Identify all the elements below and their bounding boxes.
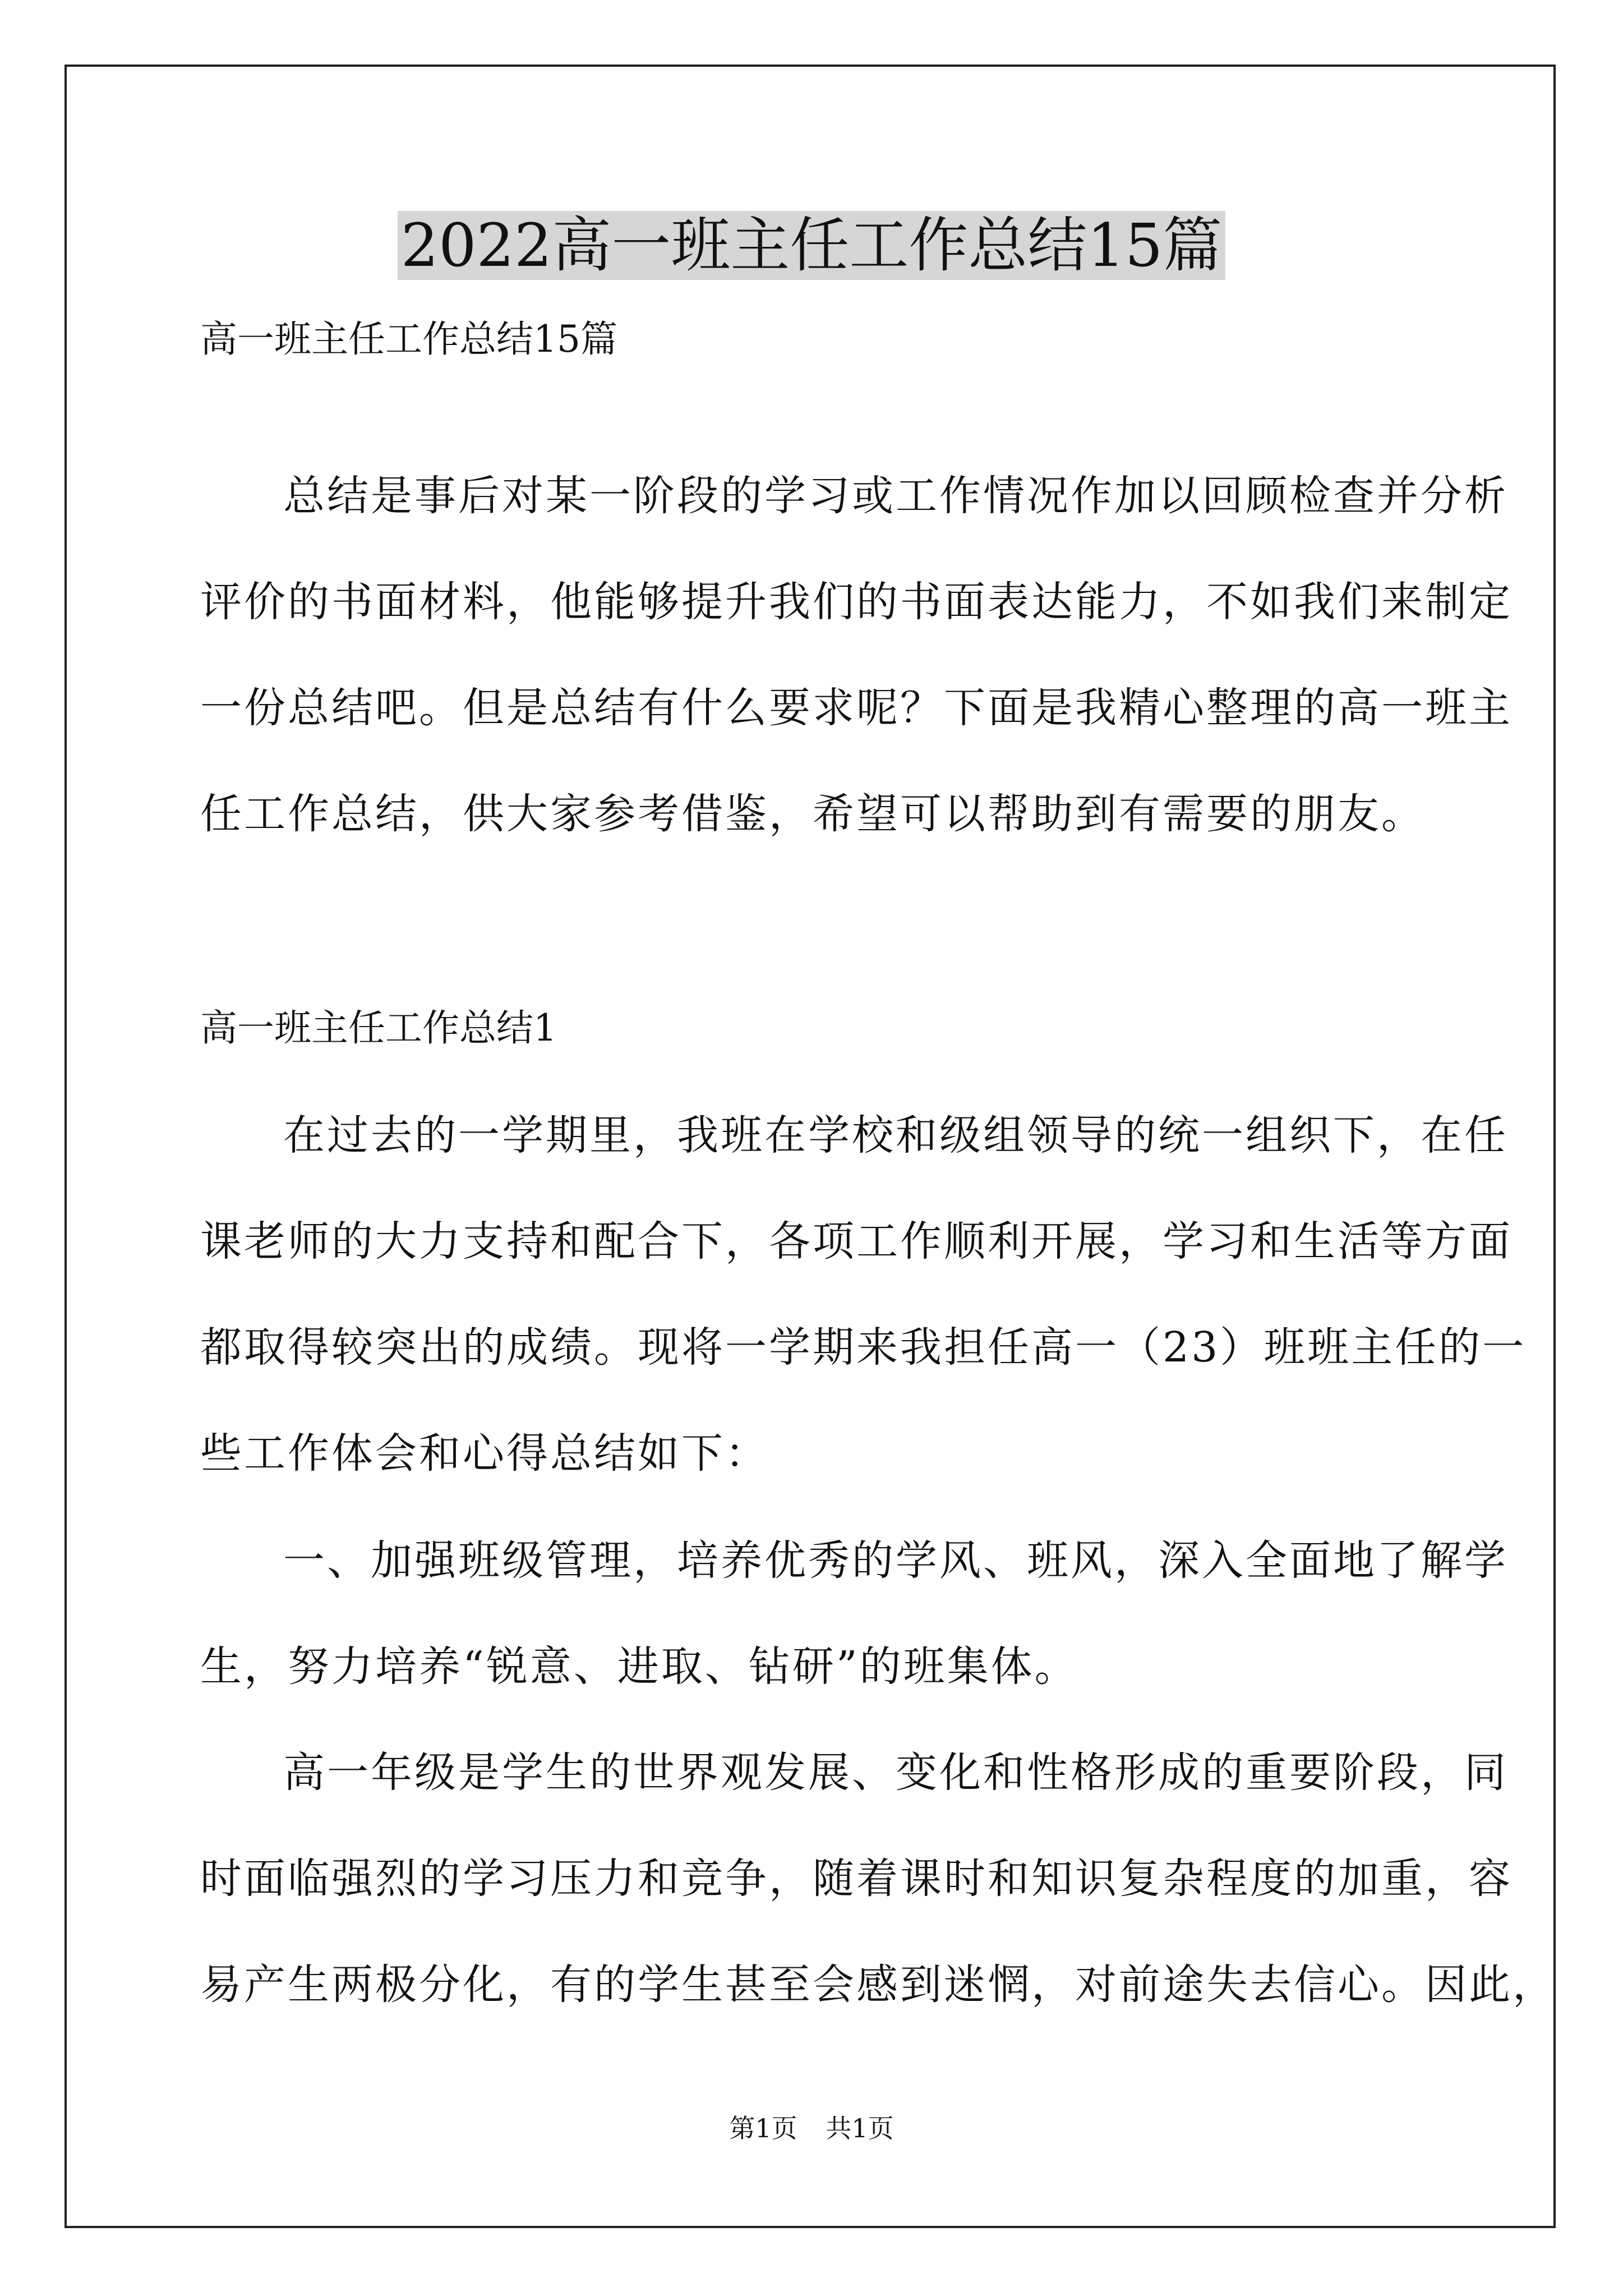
page-footer <box>0 2111 1623 2145</box>
paragraph-line: 一、加强班级管理，培养优秀的学风、班风，深入全面地了解学 <box>283 1536 1508 1585</box>
paragraph-line: 生，努力培养“锐意、进取、钻研”的班集体。 <box>200 1642 1078 1691</box>
paragraph-line: 高一年级是学生的世界观发展、变化和性格形成的重要阶段，同 <box>283 1749 1508 1797</box>
page-number-current: 第1页 <box>729 2113 797 2143</box>
paragraph-line: 些工作体会和心得总结如下： <box>200 1429 769 1478</box>
intro-line: 一份总结吧。但是总结有什么要求呢？下面是我精心整理的高一班主 <box>200 684 1513 732</box>
paragraph-line: 都取得较突出的成绩。现将一学期来我担任高一（23）班班主任的一 <box>200 1323 1527 1372</box>
paragraph-line: 在过去的一学期里，我班在学校和级组领导的统一组织下，在任 <box>283 1111 1508 1159</box>
paragraph-3 <box>200 1720 1556 2038</box>
intro-line: 任工作总结，供大家参考借鉴，希望可以帮助到有需要的朋友。 <box>200 790 1425 838</box>
paragraph-line: 时面临强烈的学习压力和竞争，随着课时和知识复杂程度的加重，容 <box>200 1855 1513 1903</box>
document-title-text: 2022高一班主任工作总结15篇 <box>398 211 1226 280</box>
paragraph-2 <box>200 1508 1508 1720</box>
paragraph-line: 易产生两极分化，有的学生甚至会感到迷惘，对前途失去信心。因此， <box>200 1961 1556 2009</box>
intro-paragraph <box>200 443 1513 867</box>
intro-line: 评价的书面材料，他能够提升我们的书面表达能力，不如我们来制定 <box>200 578 1513 626</box>
page-number-total: 共1页 <box>826 2113 894 2143</box>
intro-line: 总结是事后对某一阶段的学习或工作情况作加以回顾检查并分析 <box>283 472 1508 520</box>
section-heading: 高一班主任工作总结1 <box>200 1006 557 1050</box>
document-subtitle: 高一班主任工作总结15篇 <box>200 318 617 361</box>
paragraph-1 <box>200 1083 1527 1507</box>
document-title <box>0 209 1623 282</box>
paragraph-line: 课老师的大力支持和配合下，各项工作顺利开展，学习和生活等方面 <box>200 1217 1513 1266</box>
